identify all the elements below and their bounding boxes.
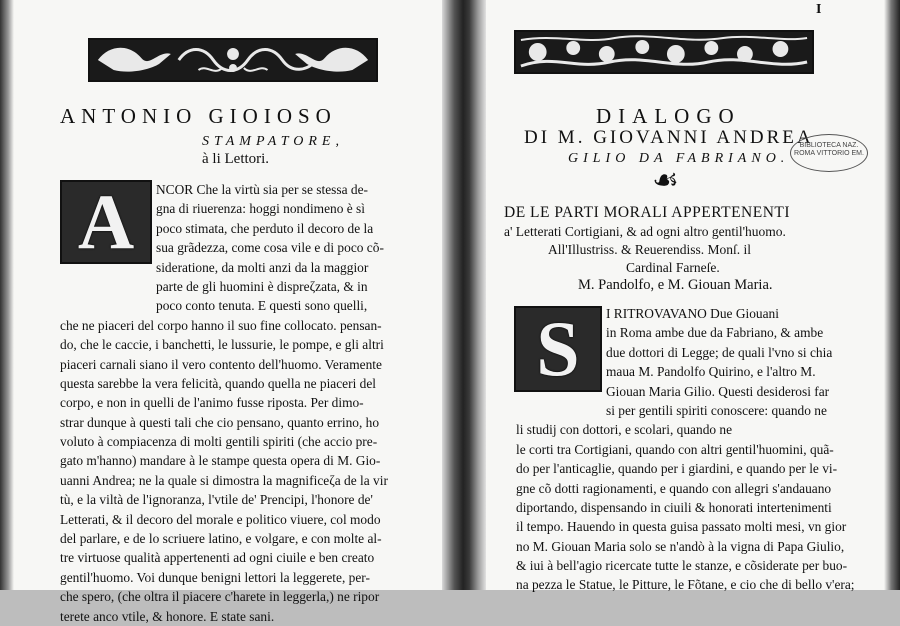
page-edge-shadow-right bbox=[884, 0, 900, 590]
body-line: do per l'anticaglie, quando per i giardini, e quando per le vi- bbox=[516, 461, 838, 477]
body-line: terete anco vtile, & honore. E state sani. bbox=[60, 608, 275, 624]
ornamental-headpiece-right bbox=[514, 30, 814, 74]
left-heading-line3: à li Lettori. bbox=[202, 151, 270, 167]
body-line: I RITROVAVANO Due Giouani bbox=[606, 306, 779, 321]
body-line: che spero, (che oltra il piacere c'harete in leggerla,) ne ripor bbox=[60, 589, 380, 605]
section-title: DE LE PARTI MORALI APPERTENENTI bbox=[504, 204, 791, 221]
left-heading-sub: STAMPATORE, bbox=[202, 134, 344, 149]
body-line: tù, e la viltà de l'ignoranza, l'vtile de' Prencipi, l'honore de' bbox=[60, 492, 373, 508]
body-line: questa sarebbe la vera felicità, quando quella ne piaceri del bbox=[60, 375, 377, 391]
right-page bbox=[486, 0, 900, 593]
left-heading: ANTONIO GIOIOSO bbox=[60, 104, 337, 128]
page-number: I bbox=[816, 2, 822, 17]
body-line: Giouan Maria Gilio. Questi desiderosi far bbox=[606, 383, 830, 399]
initial-letter: S bbox=[536, 305, 580, 392]
body-line: corpo, e non in quelli de l'animo fusse riposta. Per dimo- bbox=[60, 395, 364, 411]
body-line: Letterati, & il decoro del morale e politico viuere, col modo bbox=[60, 511, 381, 527]
right-heading: DIALOGO bbox=[596, 104, 741, 128]
body-line: diportando, dispensando in ciuili & honorati intertenimenti bbox=[516, 499, 832, 515]
library-stamp: BIBLIOTECA NAZ. ROMA VITTORIO EM. bbox=[790, 134, 868, 172]
body-line: piaceri carnali siano il vero contento dell'huomo. Veramente bbox=[60, 356, 382, 372]
page-edge-shadow-left bbox=[0, 0, 14, 590]
book-gutter bbox=[442, 0, 486, 590]
body-line: & iui à bell'agio ricercate tutte le stanze, e cõsiderate per buo- bbox=[516, 558, 848, 574]
body-line: gato m'hanno) mandare à le stampe questa opera di M. Gio- bbox=[60, 453, 381, 469]
body-line: due dottori di Legge; de quali l'vno si chia bbox=[606, 344, 833, 360]
body-line: na pezza le Statue, le Pitture, le Fõtane, e cio che di bello v'era; bbox=[516, 577, 855, 593]
body-line: strar dunque à questi tali che cio pensano, quanto errino, ho bbox=[60, 414, 380, 430]
body-line: do, che le caccie, i banchetti, le lussurie, le pompe, e gli altri bbox=[60, 337, 384, 353]
section-line-3: Cardinal Farneſe. bbox=[626, 260, 720, 275]
left-page bbox=[0, 0, 442, 624]
body-line: parte de gli huomini è dispreζzata, & in bbox=[156, 278, 368, 294]
body-line: gentil'huomo. Voi dunque benigni lettori la leggerete, per- bbox=[60, 569, 370, 585]
body-line: no M. Giouan Maria solo se n'andò à la vigna di Papa Giulio, bbox=[516, 538, 845, 554]
ornamental-headpiece-left bbox=[88, 38, 378, 82]
initial-letter: A bbox=[77, 178, 135, 265]
left-body-text bbox=[60, 180, 388, 626]
body-line: del parlare, e de lo scriuere latino, e volgare, e con molte al- bbox=[60, 531, 382, 547]
body-line: maua M. Pandolfo Quirino, e l'altro M. bbox=[606, 364, 816, 380]
body-line: li studij con dottori, e scolari, quando ne bbox=[516, 422, 733, 438]
body-line: le corti tra Cortigiani, quando con altri gentil'huomini, quã- bbox=[516, 441, 834, 457]
body-line: poco stimata, che perduto il decoro de la bbox=[156, 220, 374, 236]
body-line: sua grãdezza, come cosa vile e di poco cõ- bbox=[156, 240, 384, 256]
body-line: NCOR Che la virtù sia per se stessa de- bbox=[156, 182, 368, 197]
body-line: sideratione, da molti anzi da la maggior bbox=[156, 259, 369, 275]
body-line: tre virtuose qualità appertenenti ad ogni ciuile e ben creato bbox=[60, 550, 375, 566]
right-heading-2: DI M. GIOVANNI ANDREA bbox=[524, 127, 814, 148]
body-line: gne cõ dotti ragionamenti, e quando con allegri s'andauano bbox=[516, 480, 832, 496]
body-line: uanni Andrea; ne la quale si dimostra la magnificeζa de la vir bbox=[60, 472, 388, 488]
fleuron-icon: ☙ bbox=[652, 164, 679, 197]
speakers-line: M. Pandolfo, e M. Giouan Maria. bbox=[578, 277, 773, 293]
body-line: gna di riuerenza: hoggi nondimeno è sì bbox=[156, 201, 365, 217]
body-line: che ne piaceri del corpo hanno il suo fine collocato. pensan- bbox=[60, 317, 382, 333]
right-body-text bbox=[516, 304, 855, 595]
body-line: si per gentili spiriti conoscere: quando ne bbox=[606, 402, 827, 418]
body-line: voluto à compiacenza di molti gentili spiriti (che accio pre- bbox=[60, 434, 378, 450]
section-line-1: a' Letterati Cortigiani, & ad ogni altro gentil'huomo. bbox=[504, 224, 786, 239]
body-line: il tempo. Hauendo in questa guisa passato molti mesi, vn gior bbox=[516, 519, 847, 535]
section-line-2: All'Illustriss. & Reuerendiss. Monſ. il bbox=[548, 242, 752, 257]
right-heading-3: GILIO DA FABRIANO. bbox=[568, 151, 790, 166]
body-line: poco conto tenuta. E questi sono quelli, bbox=[156, 298, 368, 314]
body-line: in Roma ambe due da Fabriano, & ambe bbox=[606, 325, 824, 341]
